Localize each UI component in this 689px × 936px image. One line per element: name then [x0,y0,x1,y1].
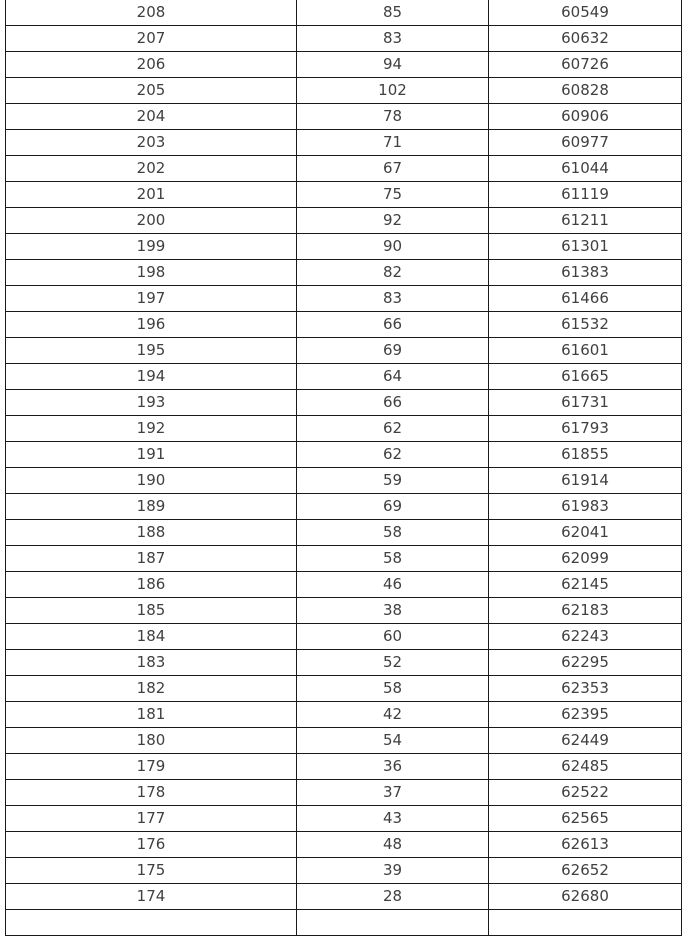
table-row [6,234,682,260]
score-cell: 182 [6,676,297,702]
table-row [6,390,682,416]
table-row [6,572,682,598]
score-cell: 191 [6,442,297,468]
table-row [6,624,682,650]
count-cell: 83 [297,26,489,52]
cumulative-cell: 62522 [489,780,682,806]
cumulative-cell: 62183 [489,598,682,624]
table-row [6,26,682,52]
count-cell: 58 [297,676,489,702]
table-row [6,780,682,806]
count-cell: 62 [297,416,489,442]
score-table-container [5,0,681,936]
table-row [6,728,682,754]
count-cell: 39 [297,858,489,884]
score-cell: 187 [6,546,297,572]
cumulative-cell: 61914 [489,468,682,494]
table-row [6,286,682,312]
score-cell: 190 [6,468,297,494]
score-cell: 181 [6,702,297,728]
count-cell: 42 [297,702,489,728]
count-cell: 58 [297,546,489,572]
cumulative-cell: 61532 [489,312,682,338]
table-row [6,442,682,468]
cumulative-cell: 62395 [489,702,682,728]
count-cell: 94 [297,52,489,78]
cumulative-cell: 61731 [489,390,682,416]
count-cell: 52 [297,650,489,676]
score-cell: 203 [6,130,297,156]
table-row [6,884,682,910]
cumulative-cell: 60828 [489,78,682,104]
cumulative-cell: 61301 [489,234,682,260]
score-cell [6,910,297,936]
cumulative-cell: 61855 [489,442,682,468]
count-cell: 67 [297,156,489,182]
table-row [6,494,682,520]
count-cell: 48 [297,832,489,858]
cumulative-cell: 60632 [489,26,682,52]
cumulative-cell: 61665 [489,364,682,390]
score-cell: 179 [6,754,297,780]
table-row [6,312,682,338]
count-cell: 60 [297,624,489,650]
score-cell: 207 [6,26,297,52]
table-row [6,910,682,936]
table-row [6,546,682,572]
count-cell: 46 [297,572,489,598]
count-cell: 64 [297,364,489,390]
cumulative-cell: 62099 [489,546,682,572]
score-cell: 188 [6,520,297,546]
cumulative-cell: 60549 [489,0,682,26]
score-cell: 201 [6,182,297,208]
cumulative-cell: 62243 [489,624,682,650]
table-row [6,468,682,494]
count-cell: 54 [297,728,489,754]
table-row [6,130,682,156]
cumulative-cell: 62041 [489,520,682,546]
count-cell [297,910,489,936]
cumulative-cell: 61983 [489,494,682,520]
table-row [6,78,682,104]
score-cell: 186 [6,572,297,598]
score-cell: 197 [6,286,297,312]
count-cell: 102 [297,78,489,104]
count-cell: 66 [297,312,489,338]
cumulative-cell: 62613 [489,832,682,858]
cumulative-cell: 61601 [489,338,682,364]
score-cell: 174 [6,884,297,910]
score-cell: 206 [6,52,297,78]
score-cell: 189 [6,494,297,520]
score-cell: 178 [6,780,297,806]
count-cell: 43 [297,806,489,832]
count-cell: 85 [297,0,489,26]
count-cell: 59 [297,468,489,494]
count-cell: 69 [297,494,489,520]
cumulative-cell: 61383 [489,260,682,286]
cumulative-cell [489,910,682,936]
score-cell: 185 [6,598,297,624]
table-row [6,520,682,546]
table-row [6,364,682,390]
cumulative-cell: 60906 [489,104,682,130]
score-cell: 194 [6,364,297,390]
score-cell: 208 [6,0,297,26]
count-cell: 37 [297,780,489,806]
cumulative-cell: 62680 [489,884,682,910]
cumulative-cell: 60977 [489,130,682,156]
table-row [6,338,682,364]
count-cell: 69 [297,338,489,364]
score-cell: 192 [6,416,297,442]
score-cell: 175 [6,858,297,884]
score-cell: 202 [6,156,297,182]
cumulative-cell: 61466 [489,286,682,312]
table-row [6,598,682,624]
score-cell: 199 [6,234,297,260]
table-row [6,260,682,286]
count-cell: 62 [297,442,489,468]
cumulative-cell: 62353 [489,676,682,702]
cumulative-cell: 62449 [489,728,682,754]
score-cell: 176 [6,832,297,858]
score-cell: 184 [6,624,297,650]
score-cell: 205 [6,78,297,104]
cumulative-cell: 62145 [489,572,682,598]
cumulative-cell: 61793 [489,416,682,442]
score-table-body [6,0,682,936]
table-row [6,754,682,780]
score-cell: 177 [6,806,297,832]
cumulative-cell: 62652 [489,858,682,884]
count-cell: 90 [297,234,489,260]
cumulative-cell: 62295 [489,650,682,676]
table-row [6,806,682,832]
table-row [6,702,682,728]
score-cell: 200 [6,208,297,234]
count-cell: 36 [297,754,489,780]
cumulative-cell: 61119 [489,182,682,208]
table-row [6,182,682,208]
cumulative-cell: 62485 [489,754,682,780]
cumulative-cell: 61211 [489,208,682,234]
count-cell: 28 [297,884,489,910]
table-row [6,208,682,234]
score-table [5,0,682,936]
count-cell: 82 [297,260,489,286]
cumulative-cell: 60726 [489,52,682,78]
cumulative-cell: 61044 [489,156,682,182]
count-cell: 92 [297,208,489,234]
count-cell: 83 [297,286,489,312]
score-cell: 183 [6,650,297,676]
score-cell: 195 [6,338,297,364]
table-row [6,650,682,676]
count-cell: 58 [297,520,489,546]
count-cell: 38 [297,598,489,624]
cumulative-cell: 62565 [489,806,682,832]
count-cell: 75 [297,182,489,208]
table-row [6,858,682,884]
table-row [6,832,682,858]
score-cell: 193 [6,390,297,416]
table-row [6,156,682,182]
count-cell: 78 [297,104,489,130]
score-cell: 196 [6,312,297,338]
table-row [6,0,682,26]
count-cell: 66 [297,390,489,416]
table-row [6,416,682,442]
table-row [6,104,682,130]
score-cell: 180 [6,728,297,754]
count-cell: 71 [297,130,489,156]
score-cell: 204 [6,104,297,130]
table-row [6,52,682,78]
score-cell: 198 [6,260,297,286]
table-row [6,676,682,702]
